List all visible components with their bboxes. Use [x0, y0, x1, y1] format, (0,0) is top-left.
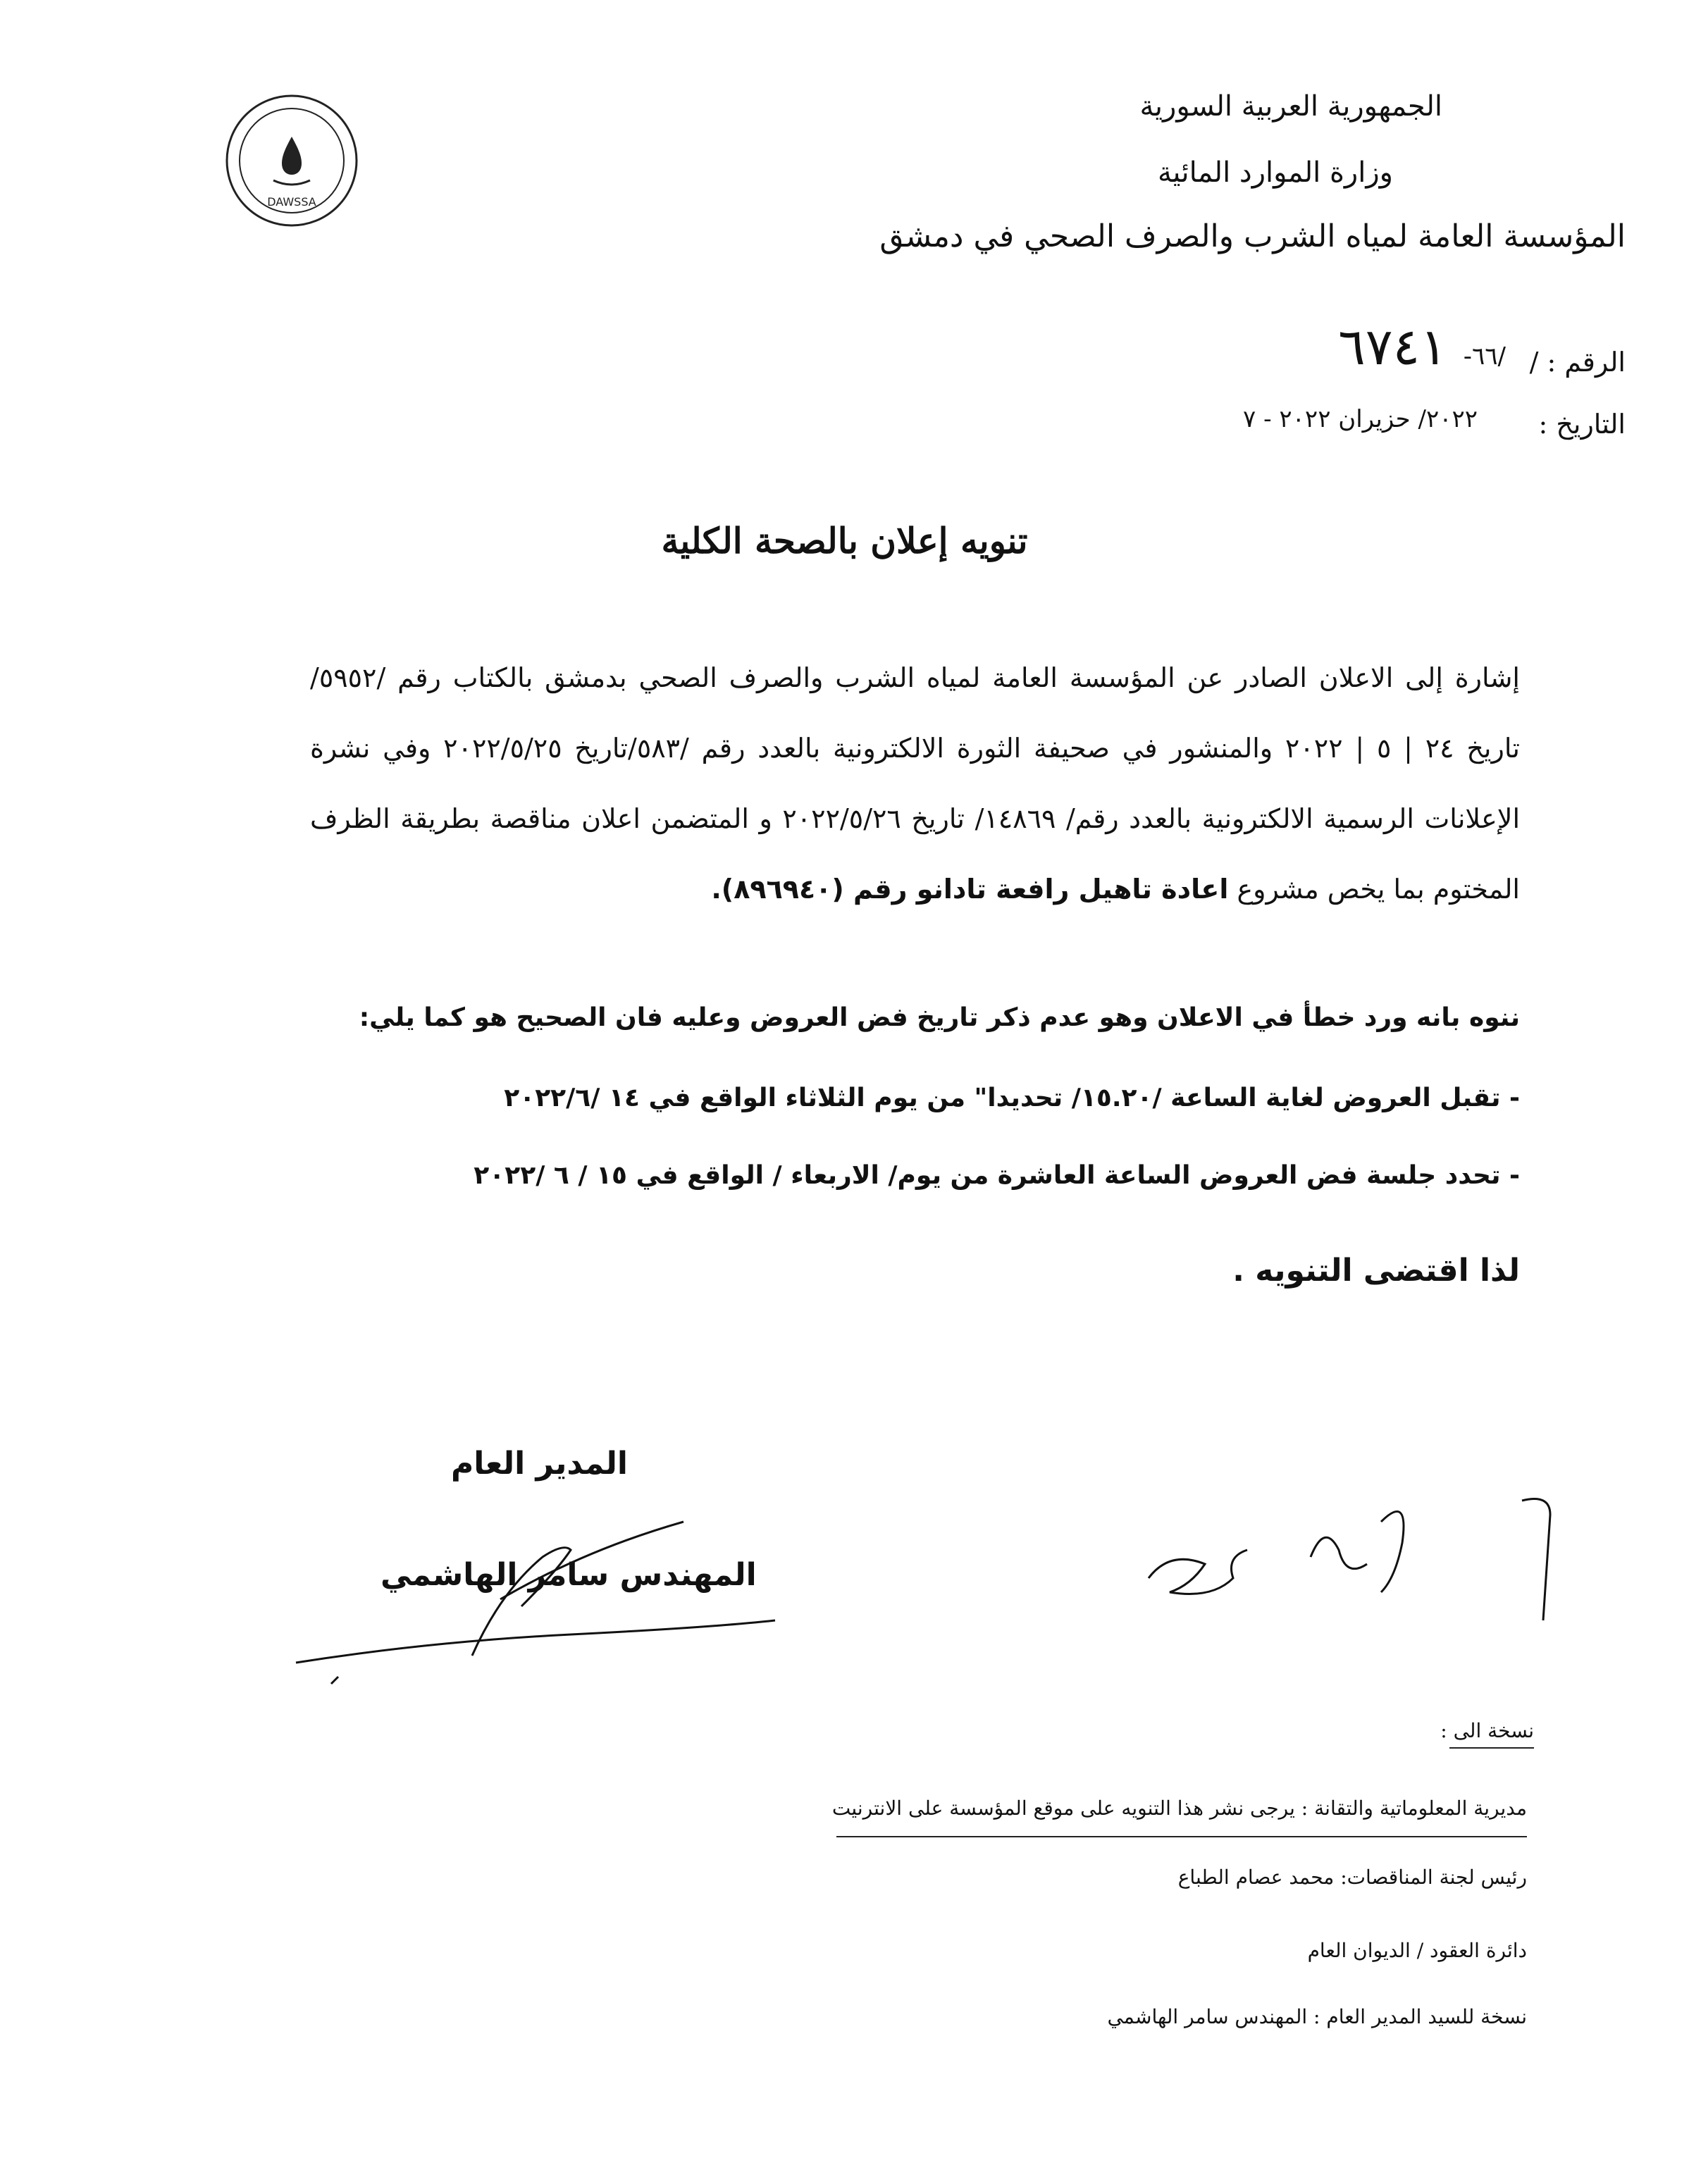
copy-divider: [836, 1836, 1527, 1837]
header-organization: المؤسسة العامة لمياه الشرب والصرف الصحي في دمشق: [879, 218, 1626, 254]
copy-recipient-contracts: دائرة العقود / الديوان العام: [1307, 1939, 1527, 1962]
closing-statement: لذا اقتضى التنويه .: [1232, 1253, 1520, 1289]
copy-recipient-director: نسخة للسيد المدير العام : المهندس سامر الهاشمي: [1107, 2005, 1527, 2028]
signatory-title: المدير العام: [451, 1446, 628, 1482]
reference-date-label: التاريخ :: [1538, 409, 1626, 440]
logo-text: DAWSSA: [267, 195, 316, 209]
reference-number-suffix: /٦٦-: [1463, 342, 1506, 371]
signatory-name: المهندس سامر الهاشمي: [381, 1557, 757, 1593]
reference-number-label: الرقم : /: [1529, 347, 1626, 378]
document-title: تنويه إعلان بالصحة الكلية: [661, 520, 1028, 561]
reference-date-value: ٢٠٢٢/ حزيران ٢٠٢٢ - ٧: [1243, 405, 1478, 433]
bullet-opening-session: - تحدد جلسة فض العروض الساعة العاشرة من يوم/ الاربعاء / الواقع في ١٥ / ٦ /٢٠٢٢: [474, 1161, 1520, 1190]
bullet-submission-deadline: - تقبل العروض لغاية الساعة /١٥.٢٠/ تحديدا" من يوم الثلاثاء الواقع في ١٤ /٢٠٢٢/٦: [504, 1084, 1520, 1112]
body-project-name: اعادة تاهيل رافعة تادانو رقم (٨٩٦٩٤٠).: [711, 874, 1229, 905]
copies-heading: نسخة الى :: [1440, 1719, 1534, 1742]
copy-recipient-it: مديرية المعلوماتية والتقانة : يرجى نشر هذا التنويه على موقع المؤسسة على الانترنيت: [831, 1797, 1527, 1820]
copy-recipient-committee: رئيس لجنة المناقصات: محمد عصام الطباع: [1177, 1866, 1527, 1889]
reference-number-handwritten: ٦٧٤١: [1338, 317, 1447, 376]
dawssa-logo-seal: [224, 93, 359, 228]
body-paragraph: [310, 643, 1520, 924]
handwritten-initials: [1127, 1479, 1578, 1642]
header-country: الجمهورية العربية السورية: [1139, 90, 1442, 123]
body-paragraph-text: إشارة إلى الاعلان الصادر عن المؤسسة العامة لمياه الشرب والصرف الصحي بدمشق بالكتاب رقم /٥٩٥٢/ تاريخ ٢٤ | ٥ | ٢٠٢٢ والمنشور في صحيفة الثورة الالكترونية بالعدد رقم /٥٨٣/تاريخ ٢٠٢٢/٥/٢٥ وفي نشرة الإعلانات الرسمية الالكترونية بالعدد رقم/ ١٤٨٦٩/ تاريخ ٢٠٢٢/٥/٢٦ و المتضمن اعلان مناقصة بطريقة الظرف المختوم بما يخص مشروع: [310, 662, 1521, 905]
header-ministry: وزارة الموارد المائية: [1157, 156, 1393, 189]
handwritten-signature: [289, 1508, 782, 1691]
copies-heading-underline: [1449, 1747, 1534, 1749]
notice-statement: ننوه بانه ورد خطأ في الاعلان وهو عدم ذكر تاريخ فض العروض وعليه فان الصحيح هو كما يلي:: [359, 1003, 1520, 1032]
reference-number-value: [1338, 317, 1506, 376]
